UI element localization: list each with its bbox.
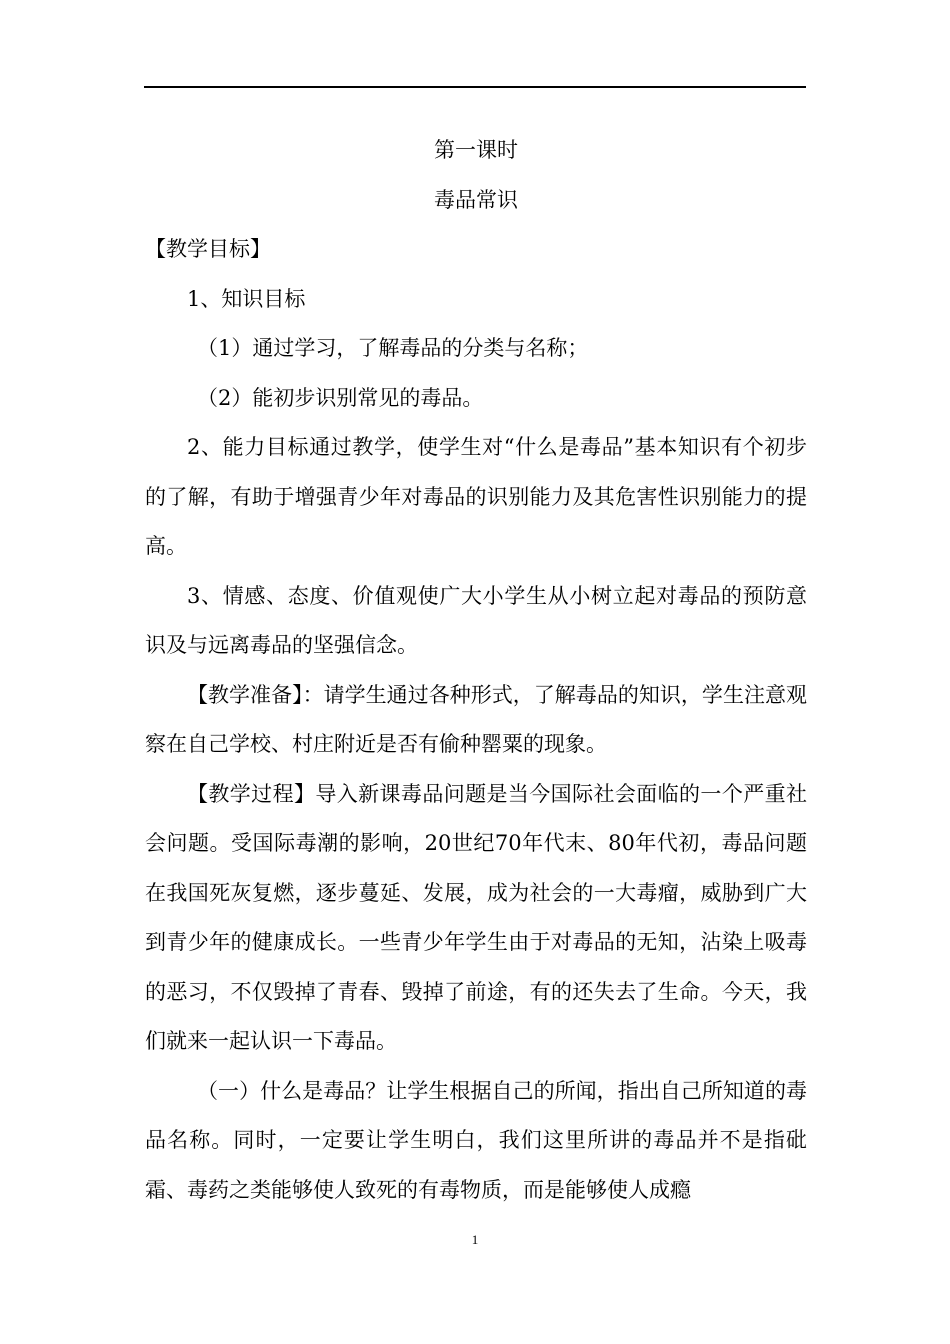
- objective-knowledge-item-1: （1）通过学习，了解毒品的分类与名称；: [197, 336, 589, 360]
- page-number: 1: [471, 1232, 479, 1247]
- lesson-subtitle: 毒品常识: [434, 187, 518, 212]
- objective-knowledge: 1、知识目标: [187, 286, 306, 311]
- teaching-process-intro: 【教学过程】导入新课毒品问题是当今国际社会面临的一个严重社会问题。受国际毒潮的影响，20世纪70年代末、80年代初，毒品问题在我国死灰复燃，逐步蔓延、发展，成为社会的一大毒瘤，威胁到广大到青少年的健康成长。一些青少年学生由于对毒品的无知，沾染上吸毒的恶习，不仅毁掉了青春、毁掉了前途，有的还失去了生命。今天，我们就来一起认识一下毒品。: [145, 781, 807, 1053]
- objective-ability: 2、能力目标通过教学，使学生对“什么是毒品”基本知识有个初步的了解，有助于增强青少年对毒品的识别能力及其危害性识别能力的提高。: [145, 435, 807, 558]
- document-body: [145, 126, 807, 1215]
- section-what-is-drug: （一）什么是毒品？让学生根据自己的所闻，指出自己所知道的毒品名称。同时，一定要让学生明白，我们这里所讲的毒品并不是指砒霜、毒药之类能够使人致死的有毒物质，而是能够使人成瘾: [145, 1078, 807, 1202]
- section-heading-objectives: 【教学目标】: [145, 237, 271, 261]
- objective-attitude: 3、情感、态度、价值观使广大小学生从小树立起对毒品的预防意识及与远离毒品的坚强信念。: [145, 583, 807, 657]
- teaching-preparation: 【教学准备】：请学生通过各种形式，了解毒品的知识，学生注意观察在自己学校、村庄附近是否有偷种罂粟的现象。: [145, 682, 807, 756]
- header-rule: [144, 86, 806, 88]
- lesson-title: 第一课时: [434, 138, 518, 162]
- objective-knowledge-item-2: （2）能初步识别常见的毒品。: [197, 385, 484, 410]
